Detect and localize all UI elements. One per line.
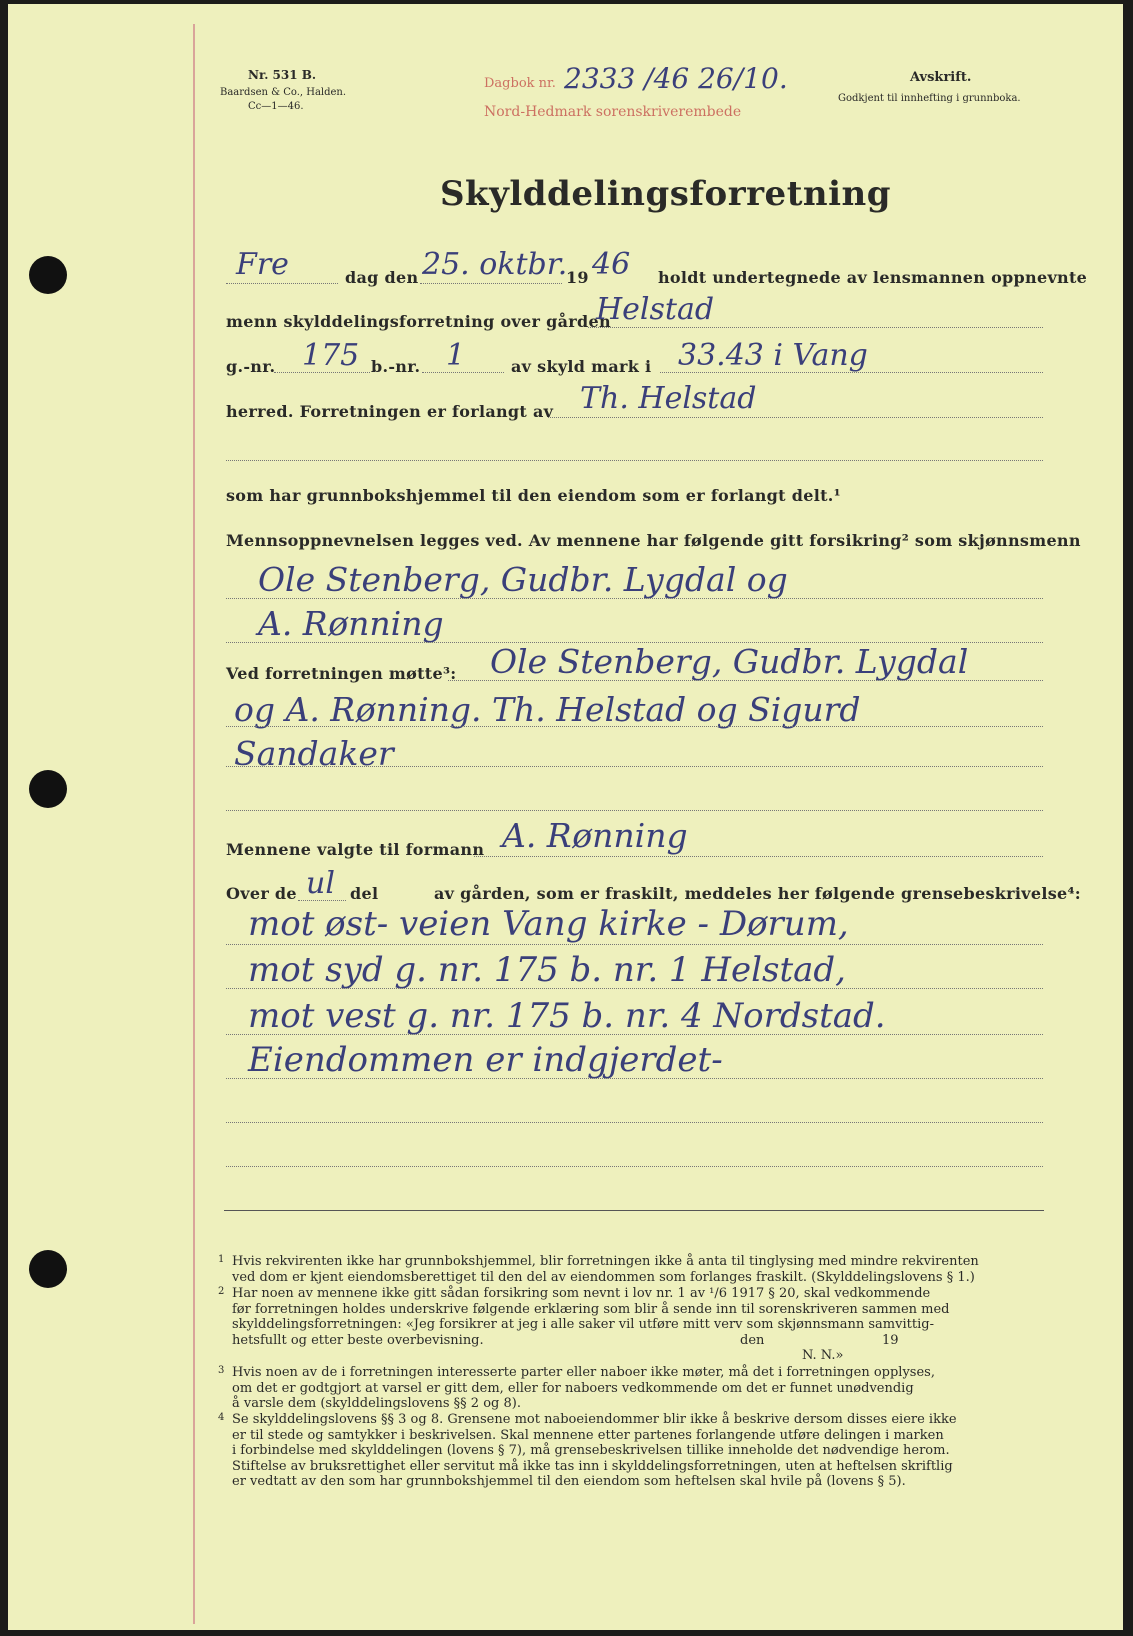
form-text: b.-nr. xyxy=(371,357,421,376)
footnote-number: 4 xyxy=(218,1412,225,1423)
attended-label: Ved forretningen møtte³: xyxy=(226,664,457,683)
fill-line xyxy=(226,1078,1043,1079)
boundary-handwritten-4: Eiendommen er indgjerdet- xyxy=(248,1040,723,1080)
form-text: holdt undertegnede av lensmannen oppnevnte xyxy=(658,268,1088,287)
form-text: herred. Forretningen er forlangt av xyxy=(226,402,554,421)
form-text: g.-nr. xyxy=(226,357,276,376)
footnote-line: om det er godtgjort at varsel er gitt dem, eller for naboers vedkommende om det er funnet unødvendig xyxy=(232,1380,914,1396)
fill-line xyxy=(226,766,1043,767)
fill-line xyxy=(226,726,1043,727)
footnote-line: i forbindelse med skylddelingen (lovens § 7), må grensebeskrivelsen tillike inneholde det nødvendige herom. xyxy=(232,1443,950,1459)
form-text: del xyxy=(350,884,379,903)
journal-number-handwritten: 2333 /46 26/10. xyxy=(564,62,788,95)
form-number: Nr. 531 B. xyxy=(248,68,317,82)
form-text: Mennsoppnevnelsen legges ved. Av mennene har følgende gitt forsikring² som skjønnsmenn xyxy=(226,531,1081,550)
farm-name-handwritten: Helstad xyxy=(596,292,715,327)
stamp-office: Nord-Hedmark sorenskriverembede xyxy=(484,104,742,120)
fill-line xyxy=(274,372,370,373)
fill-line xyxy=(226,1034,1043,1035)
fill-line xyxy=(226,1122,1043,1123)
form-text: som har grunnbokshjemmel til den eiendom som er forlangt delt.¹ xyxy=(226,486,841,505)
form-text: Over de xyxy=(226,884,297,903)
chair-label: Mennene valgte til formann xyxy=(226,840,485,859)
bnr-handwritten: 1 xyxy=(446,338,466,373)
footnote-text: den xyxy=(740,1332,765,1348)
footnote-1 xyxy=(232,1254,1032,1285)
print-code: Cc—1—46. xyxy=(248,101,304,112)
footnote-3 xyxy=(232,1365,1032,1412)
footnote-2 xyxy=(232,1286,1032,1364)
footnote-line: ved dom er kjent eiendomsberettiget til den del av eiendommen som forlanges fraskilt. (Skylddelingslovens § 1.) xyxy=(232,1269,975,1285)
year-handwritten: 46 xyxy=(592,247,631,282)
punch-hole xyxy=(29,256,67,294)
boundary-handwritten-3: mot vest g. nr. 175 b. nr. 4 Nordstad. xyxy=(248,996,886,1036)
footnote-number: 1 xyxy=(218,1254,225,1265)
chair-handwritten: A. Rønning xyxy=(502,816,688,855)
footnote-line: Har noen av mennene ikke gitt sådan forsikring som nevnt i lov nr. 1 av ¹/6 1917 § 20, skal vedkommende xyxy=(232,1286,931,1301)
footnote-number: 2 xyxy=(218,1286,225,1297)
footnote-line: Se skylddelingslovens §§ 3 og 8. Grensene mot naboeiendommer blir ikke å beskrive dersom disses eiere ikke xyxy=(232,1412,957,1427)
date-handwritten: 25. oktbr. xyxy=(422,247,568,282)
footnote-number: 3 xyxy=(218,1365,225,1376)
form-text: 19 xyxy=(566,268,589,287)
footnote-signature: N. N.» xyxy=(802,1348,844,1364)
attended-handwritten-1: Ole Stenberg, Gudbr. Lygdal xyxy=(490,642,969,681)
form-text: menn skylddelingsforretning over gården xyxy=(226,312,611,331)
footnote-line: er vedtatt av den som har grunnbokshjemmel til den eiendom som heftelsen skal hvile på (lovens § 5). xyxy=(232,1474,906,1490)
footnote-text: hetsfullt og etter beste overbevisning. xyxy=(232,1332,484,1348)
fill-line xyxy=(474,856,1043,857)
form-text: av gården, som er fraskilt, meddeles her følgende grensebeskrivelse⁴: xyxy=(434,884,1082,903)
copy-label: Avskrift. xyxy=(910,70,972,85)
fill-line xyxy=(660,372,1043,373)
form-text: dag den xyxy=(345,268,419,287)
fill-line xyxy=(226,1166,1043,1167)
attended-handwritten-2: og A. Rønning. Th. Helstad og Sigurd xyxy=(234,690,861,729)
weekday-handwritten: Fre xyxy=(236,247,289,282)
fill-line xyxy=(548,417,1043,418)
fill-line xyxy=(226,283,338,284)
punch-hole xyxy=(29,1250,67,1288)
margin-rule xyxy=(193,24,195,1624)
footnote-line: før forretningen holdes underskrive følgende erklæring som blir å sende inn til sorenskriveren sammen med xyxy=(232,1301,950,1317)
printer-name: Baardsen & Co., Halden. xyxy=(220,87,347,98)
fill-line xyxy=(226,944,1043,945)
requester-handwritten: Th. Helstad xyxy=(580,381,757,416)
document-title: Skylddelingsforretning xyxy=(440,174,892,214)
fill-line xyxy=(588,327,1043,328)
footnote-line: skylddelingsforretningen: «Jeg forsikrer at jeg i alle saker vil utføre mitt verv som skjønnsmann samvittig- xyxy=(232,1317,934,1333)
fill-line xyxy=(422,372,504,373)
stamp-journal-label: Dagbok nr. xyxy=(484,76,556,91)
boundary-handwritten-1: mot øst- veien Vang kirke - Dørum, xyxy=(248,904,849,944)
footnote-line: Hvis noen av de i forretningen interesserte parter eller naboer ikke møter, må det i forretningen opplyses, xyxy=(232,1365,935,1380)
footnote-line: Stiftelse av bruksrettighet eller servitut må ikke tas inn i skylddelingsforretningen, uten at heftelsen skriftlig xyxy=(232,1458,953,1474)
fill-line xyxy=(226,460,1043,461)
gnr-handwritten: 175 xyxy=(302,338,360,373)
footnote-text: 19 xyxy=(882,1332,899,1348)
attended-handwritten-3: Sandaker xyxy=(234,734,394,773)
fill-line xyxy=(226,988,1043,989)
footnote-line: er til stede og samtykker i beskrivelsen. Skal mennene etter partenes forlangende utføre delingen i marken xyxy=(232,1427,944,1443)
footnote-separator xyxy=(224,1210,1044,1211)
approval-note: Godkjent til innhefting i grunnboka. xyxy=(838,93,1021,104)
document-page xyxy=(8,4,1123,1630)
footnote-line xyxy=(232,1333,1032,1349)
fill-line xyxy=(226,810,1043,811)
boundary-handwritten-2: mot syd g. nr. 175 b. nr. 1 Helstad, xyxy=(248,950,846,990)
footnote-line: å varsle dem (skylddelingslovens §§ 2 og 8). xyxy=(232,1396,521,1412)
fill-line xyxy=(420,283,562,284)
punch-hole xyxy=(29,770,67,808)
fill-line xyxy=(298,900,346,901)
fill-line xyxy=(448,680,1043,681)
footnote-4 xyxy=(232,1412,1032,1490)
assurance-handwritten-1: Ole Stenberg, Gudbr. Lygdal og xyxy=(258,560,788,599)
fill-line xyxy=(226,598,1043,599)
skyld-handwritten: 33.43 i Vang xyxy=(678,338,868,373)
footnote-line: Hvis rekvirenten ikke har grunnbokshjemmel, blir forretningen ikke å anta til tinglysing med mindre rekvirenten xyxy=(232,1254,979,1269)
assurance-handwritten-2: A. Rønning xyxy=(258,604,444,643)
part-handwritten: ul xyxy=(306,866,335,901)
form-text: av skyld mark i xyxy=(511,357,652,376)
